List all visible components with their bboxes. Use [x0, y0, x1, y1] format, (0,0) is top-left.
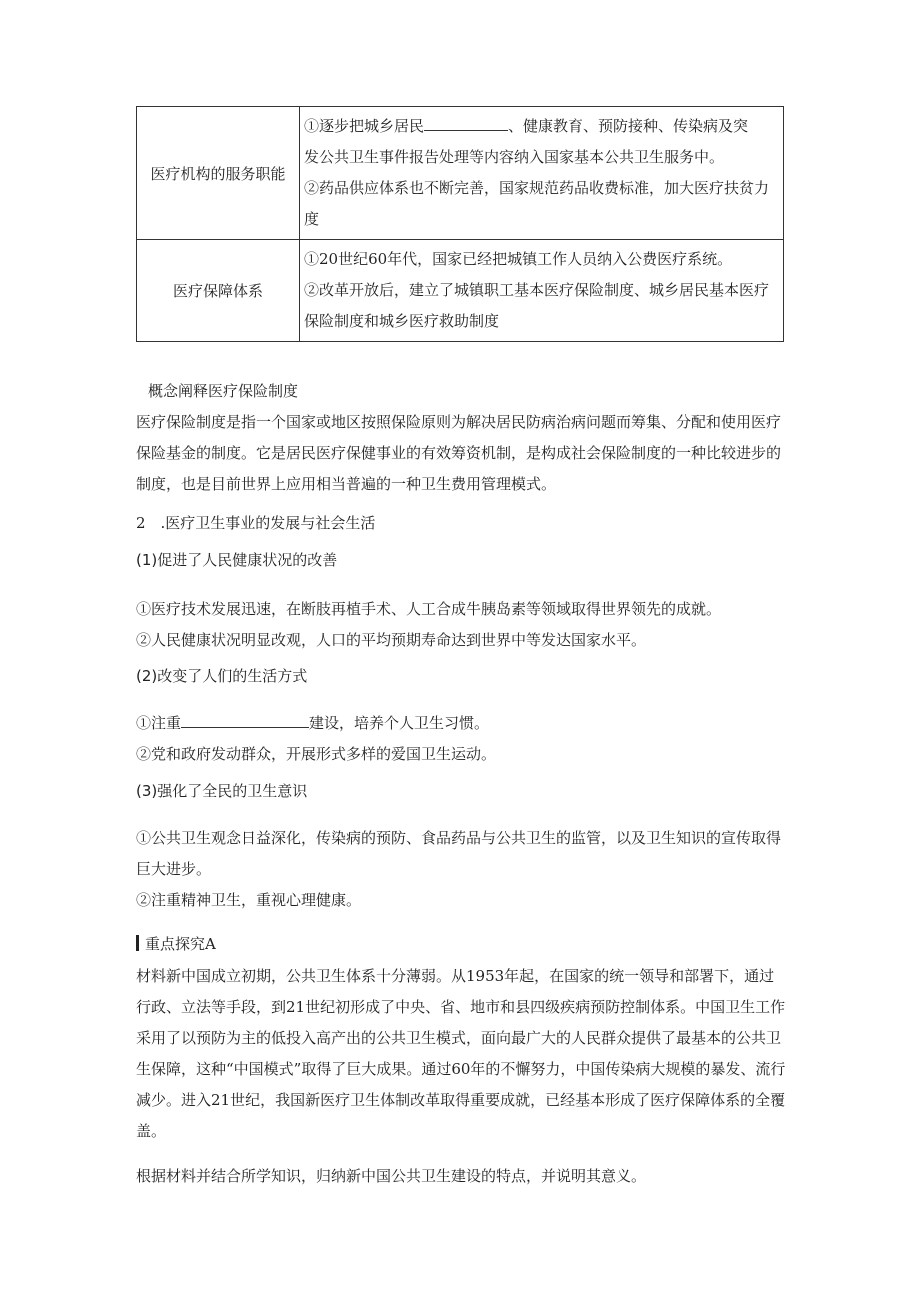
- subsection-title: (1)促进了人民健康状况的改善: [136, 551, 338, 569]
- list-item: ②注重精神卫生，重视心理健康。: [136, 891, 362, 909]
- focus-heading: 重点探究A: [136, 929, 786, 960]
- concept-body: 医疗保险制度是指一个国家或地区按照保险原则为解决居民防病治病问题而筹集、分配和使用医疗保险基金的制度。它是居民医疗保健事业的有效筹资机制，是构成社会保险制度的一种比较进步的制度，也是目前世界上应用相当普遍的一种卫生费用管理模式。: [136, 413, 782, 493]
- heading-bar-icon: [136, 935, 139, 951]
- concept-title: 概念阐释医疗保险制度: [148, 382, 299, 400]
- row-label: 医疗保障体系: [137, 240, 300, 342]
- list-item: ①公共卫生观念日益深化，传染病的预防、食品药品与公共卫生的监管，以及卫生知识的宣传取得巨大进步。: [136, 829, 782, 878]
- summary-table: [136, 106, 784, 342]
- row-content: ①逐步把城乡居民 、健康教育、预防接种、传染病及突 发公共卫生事件报告处理等内容纳入国家基本公共卫生服务中。 ②药品供应体系也不断完善，国家规范药品收费标准，加大医疗扶贫力 度: [300, 107, 784, 240]
- list-item: ①注重 建设，培养个人卫生习惯。: [136, 714, 490, 732]
- row-content: ①20世纪60年代，国家已经把城镇工作人员纳入公费医疗系统。 ②改革开放后，建立了城镇职工基本医疗保险制度、城乡居民基本医疗 保险制度和城乡医疗救助制度: [300, 240, 784, 342]
- subsection-title: (2)改变了人们的生活方式: [136, 667, 308, 685]
- question-text: 根据材料并结合所学知识，归纳新中国公共卫生建设的特点，并说明其意义。: [136, 1167, 647, 1185]
- material-text: 材料新中国成立初期，公共卫生体系十分薄弱。从1953年起，在国家的统一领导和部署下，通过行政、立法等手段，到21世纪初形成了中央、省、地市和县四级疾病预防控制体系。中国卫生工作采用了以预防为主的低投入高产出的公共卫生模式，面向最广大的人民群众提供了最基本的公共卫生保障，这种“中国模式”取得了巨大成果。通过60年的不懈努力，中国传染病大规模的暴发、流行减少。进入21世纪，我国新医疗卫生体制改革取得重要成就，已经基本形成了医疗保障体系的全覆盖。: [136, 967, 786, 1140]
- table-row: [137, 240, 784, 342]
- row-label: 医疗机构的服务职能: [137, 107, 300, 240]
- fill-blank[interactable]: [181, 713, 309, 728]
- fill-blank[interactable]: [424, 116, 508, 131]
- list-item: ②党和政府发动群众，开展形式多样的爱国卫生运动。: [136, 745, 497, 763]
- subsection-title: (3)强化了全民的卫生意识: [136, 782, 308, 800]
- list-item: ②人民健康状况明显改观，人口的平均预期寿命达到世界中等发达国家水平。: [136, 631, 647, 649]
- section-heading: 2 .医疗卫生事业的发展与社会生活: [136, 514, 376, 532]
- table-row: [137, 107, 784, 240]
- list-item: ①医疗技术发展迅速，在断肢再植手术、人工合成牛胰岛素等领域取得世界领先的成就。: [136, 600, 722, 618]
